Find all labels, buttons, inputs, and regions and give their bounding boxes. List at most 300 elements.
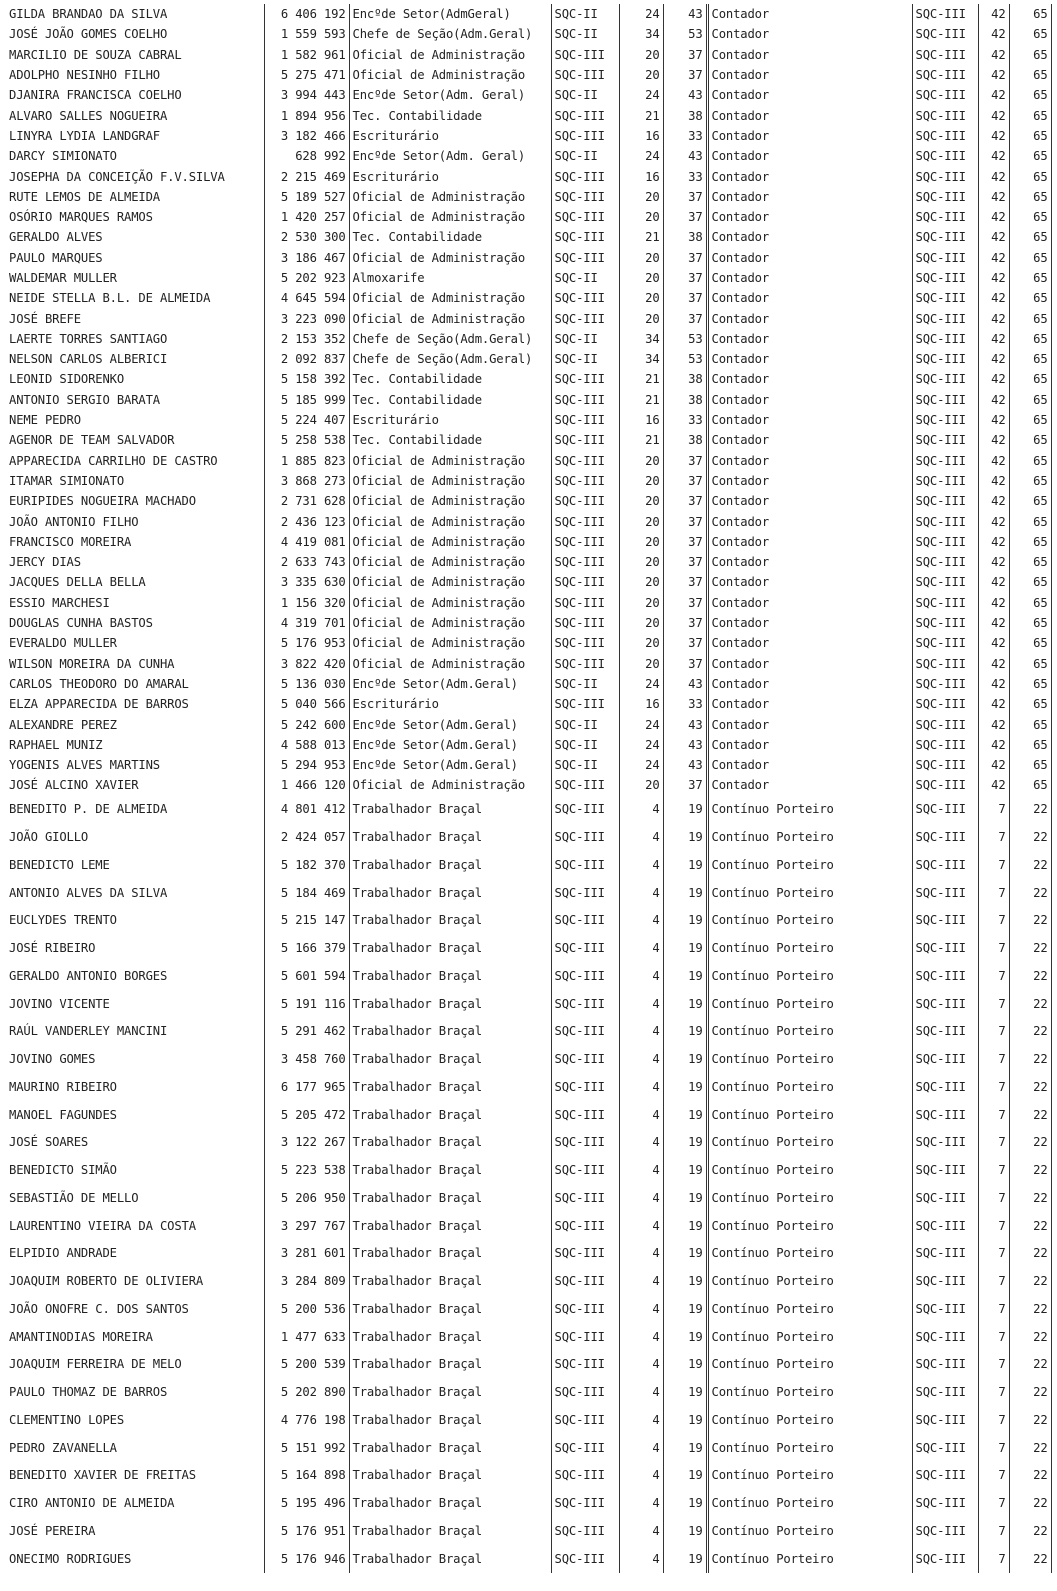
new-class: 42 (978, 471, 1009, 491)
registration-number: 6 177 965 (264, 1073, 349, 1101)
current-position: Trabalhador Braçal (349, 1517, 551, 1545)
new-position: Contínuo Porteiro (707, 1517, 912, 1545)
new-class: 42 (978, 552, 1009, 572)
new-position: Contador (707, 24, 912, 44)
registration-number: 5 258 538 (264, 430, 349, 450)
current-class: 16 (619, 410, 663, 430)
current-standard: 19 (663, 1406, 707, 1434)
current-position: Oficial de Administração (349, 654, 551, 674)
current-reference: SQC-III (551, 694, 619, 714)
current-class: 20 (619, 451, 663, 471)
employee-name: ESSIO MARCHESI (9, 595, 110, 610)
registration-number: 5 291 462 (264, 1018, 349, 1046)
new-reference: SQC-III (912, 288, 978, 308)
new-class: 42 (978, 105, 1009, 125)
new-standard: 65 (1009, 451, 1051, 471)
new-position: Contínuo Porteiro (707, 1434, 912, 1462)
new-standard: 22 (1009, 1073, 1051, 1101)
current-position: Oficial de Administração (349, 187, 551, 207)
current-reference: SQC-III (551, 1378, 619, 1406)
current-position: Trabalhador Braçal (349, 1156, 551, 1184)
current-standard: 19 (663, 1240, 707, 1268)
registration-number: 2 153 352 (264, 329, 349, 349)
new-standard: 65 (1009, 593, 1051, 613)
current-class: 20 (619, 187, 663, 207)
registration-number: 1 894 956 (264, 105, 349, 125)
employee-name: JOSÉ ALCINO XAVIER (9, 778, 139, 793)
new-reference: SQC-III (912, 851, 978, 879)
current-position: Trabalhador Braçal (349, 851, 551, 879)
current-reference: SQC-III (551, 187, 619, 207)
current-standard: 19 (663, 1323, 707, 1351)
table-row (6, 1018, 1051, 1046)
current-class: 20 (619, 775, 663, 795)
new-standard: 65 (1009, 735, 1051, 755)
new-reference: SQC-III (912, 823, 978, 851)
table-row (6, 694, 1051, 714)
current-reference: SQC-III (551, 1184, 619, 1212)
current-reference: SQC-III (551, 1045, 619, 1073)
table-row (6, 1545, 1051, 1573)
new-class: 7 (978, 823, 1009, 851)
registration-number: 2 424 057 (264, 823, 349, 851)
current-standard: 33 (663, 694, 707, 714)
current-standard: 19 (663, 1101, 707, 1129)
current-standard: 19 (663, 851, 707, 879)
current-reference: SQC-III (551, 552, 619, 572)
current-class: 24 (619, 674, 663, 694)
current-standard: 33 (663, 410, 707, 430)
current-position: Oficial de Administração (349, 613, 551, 633)
new-position: Contador (707, 166, 912, 186)
new-reference: SQC-III (912, 1240, 978, 1268)
current-standard: 43 (663, 735, 707, 755)
employee-name: JOSÉ BREFE (9, 311, 81, 326)
new-position: Contador (707, 4, 912, 24)
current-reference: SQC-III (551, 308, 619, 328)
table-row (6, 4, 1051, 24)
current-standard: 37 (663, 65, 707, 85)
registration-number: 3 281 601 (264, 1240, 349, 1268)
employee-name: ANTONIO ALVES DA SILVA (9, 885, 168, 900)
current-class: 4 (619, 1406, 663, 1434)
new-standard: 22 (1009, 1101, 1051, 1129)
current-standard: 37 (663, 451, 707, 471)
new-standard: 65 (1009, 248, 1051, 268)
new-position: Contador (707, 410, 912, 430)
current-position: Oficial de Administração (349, 451, 551, 471)
registration-number: 3 822 420 (264, 654, 349, 674)
new-reference: SQC-III (912, 714, 978, 734)
new-standard: 65 (1009, 4, 1051, 24)
new-position: Contínuo Porteiro (707, 823, 912, 851)
new-reference: SQC-III (912, 1545, 978, 1573)
new-position: Contínuo Porteiro (707, 934, 912, 962)
employee-name: RUTE LEMOS DE ALMEIDA (9, 189, 160, 204)
current-standard: 19 (663, 990, 707, 1018)
new-reference: SQC-III (912, 593, 978, 613)
current-position: Trabalhador Braçal (349, 1406, 551, 1434)
employee-name: JOSÉ PEREIRA (9, 1523, 96, 1538)
current-reference: SQC-III (551, 369, 619, 389)
new-position: Contínuo Porteiro (707, 1212, 912, 1240)
new-class: 7 (978, 1018, 1009, 1046)
current-position: Oficial de Administração (349, 511, 551, 531)
new-class: 42 (978, 390, 1009, 410)
new-position: Contínuo Porteiro (707, 1406, 912, 1434)
current-reference: SQC-III (551, 471, 619, 491)
new-class: 7 (978, 1323, 1009, 1351)
current-position: Trabalhador Braçal (349, 1267, 551, 1295)
current-reference: SQC-III (551, 511, 619, 531)
new-reference: SQC-III (912, 471, 978, 491)
table-row (6, 1517, 1051, 1545)
employee-name: JOSÉ JOÃO GOMES COELHO (9, 27, 168, 42)
new-position: Contador (707, 126, 912, 146)
current-class: 24 (619, 714, 663, 734)
new-reference: SQC-III (912, 451, 978, 471)
current-standard: 37 (663, 633, 707, 653)
registration-number: 5 601 594 (264, 962, 349, 990)
employee-name: JOSEPHA DA CONCEIÇÃO F.V.SILVA (9, 169, 225, 184)
new-class: 7 (978, 1378, 1009, 1406)
current-class: 4 (619, 1351, 663, 1379)
current-reference: SQC-III (551, 207, 619, 227)
new-position: Contínuo Porteiro (707, 1267, 912, 1295)
current-standard: 33 (663, 126, 707, 146)
current-reference: SQC-II (551, 329, 619, 349)
new-class: 7 (978, 1462, 1009, 1490)
registration-number: 1 466 120 (264, 775, 349, 795)
new-standard: 65 (1009, 207, 1051, 227)
employee-name: JACQUES DELLA BELLA (9, 575, 146, 590)
new-standard: 65 (1009, 288, 1051, 308)
new-reference: SQC-III (912, 1378, 978, 1406)
current-position: Almoxarife (349, 268, 551, 288)
registration-number: 5 223 538 (264, 1156, 349, 1184)
current-standard: 19 (663, 1351, 707, 1379)
new-standard: 22 (1009, 851, 1051, 879)
current-position: Tec. Contabilidade (349, 430, 551, 450)
new-standard: 65 (1009, 471, 1051, 491)
current-class: 4 (619, 1129, 663, 1157)
current-class: 21 (619, 390, 663, 410)
table-row (6, 1489, 1051, 1517)
current-position: Oficial de Administração (349, 593, 551, 613)
table-row (6, 851, 1051, 879)
new-position: Contador (707, 775, 912, 795)
new-standard: 65 (1009, 308, 1051, 328)
registration-number: 4 645 594 (264, 288, 349, 308)
current-reference: SQC-III (551, 775, 619, 795)
new-position: Contador (707, 511, 912, 531)
new-class: 42 (978, 633, 1009, 653)
new-class: 42 (978, 207, 1009, 227)
table-row (6, 227, 1051, 247)
current-reference: SQC-II (551, 714, 619, 734)
new-standard: 65 (1009, 430, 1051, 450)
new-reference: SQC-III (912, 755, 978, 775)
new-position: Contador (707, 65, 912, 85)
registration-number: 4 319 701 (264, 613, 349, 633)
current-reference: SQC-II (551, 4, 619, 24)
new-position: Contínuo Porteiro (707, 1156, 912, 1184)
current-class: 4 (619, 1545, 663, 1573)
new-position: Contador (707, 105, 912, 125)
current-position: Trabalhador Braçal (349, 1489, 551, 1517)
new-position: Contínuo Porteiro (707, 851, 912, 879)
current-standard: 19 (663, 823, 707, 851)
table-row (6, 1184, 1051, 1212)
current-standard: 19 (663, 1045, 707, 1073)
employee-name: ELPIDIO ANDRADE (9, 1246, 117, 1261)
current-position: Trabalhador Braçal (349, 1101, 551, 1129)
current-class: 20 (619, 491, 663, 511)
registration-number: 5 184 469 (264, 879, 349, 907)
current-reference: SQC-III (551, 823, 619, 851)
new-class: 42 (978, 674, 1009, 694)
current-standard: 33 (663, 166, 707, 186)
registration-number: 5 202 890 (264, 1378, 349, 1406)
new-class: 42 (978, 146, 1009, 166)
employee-name: JOSÉ RIBEIRO (9, 941, 96, 956)
registration-number: 1 477 633 (264, 1323, 349, 1351)
current-position: Encºde Setor(Adm.Geral) (349, 755, 551, 775)
current-reference: SQC-III (551, 451, 619, 471)
current-reference: SQC-III (551, 654, 619, 674)
registration-number: 5 195 496 (264, 1489, 349, 1517)
current-position: Oficial de Administração (349, 491, 551, 511)
current-standard: 19 (663, 1378, 707, 1406)
table-row (6, 1406, 1051, 1434)
new-class: 42 (978, 654, 1009, 674)
current-reference: SQC-III (551, 532, 619, 552)
new-standard: 22 (1009, 1129, 1051, 1157)
current-reference: SQC-III (551, 613, 619, 633)
new-standard: 22 (1009, 1184, 1051, 1212)
current-class: 4 (619, 1045, 663, 1073)
current-reference: SQC-III (551, 1323, 619, 1351)
registration-number: 5 215 147 (264, 907, 349, 935)
current-class: 4 (619, 990, 663, 1018)
employee-name: GILDA BRANDAO DA SILVA (9, 7, 168, 22)
new-position: Contador (707, 329, 912, 349)
table-row (6, 329, 1051, 349)
current-reference: SQC-III (551, 934, 619, 962)
new-position: Contador (707, 45, 912, 65)
new-standard: 22 (1009, 1323, 1051, 1351)
table-row (6, 451, 1051, 471)
new-class: 42 (978, 4, 1009, 24)
new-standard: 22 (1009, 1212, 1051, 1240)
employee-name: NEME PEDRO (9, 413, 81, 428)
new-standard: 65 (1009, 491, 1051, 511)
new-standard: 22 (1009, 907, 1051, 935)
new-standard: 22 (1009, 1517, 1051, 1545)
table-row (6, 907, 1051, 935)
current-reference: SQC-III (551, 491, 619, 511)
employee-name: ANTONIO SERGIO BARATA (9, 392, 160, 407)
table-row (6, 471, 1051, 491)
current-standard: 19 (663, 1489, 707, 1517)
current-position: Trabalhador Braçal (349, 962, 551, 990)
current-position: Encºde Setor(AdmGeral) (349, 4, 551, 24)
current-class: 4 (619, 1101, 663, 1129)
employee-name: JOÃO ANTONIO FILHO (9, 514, 139, 529)
current-class: 20 (619, 248, 663, 268)
current-standard: 37 (663, 593, 707, 613)
current-standard: 43 (663, 85, 707, 105)
table-row (6, 308, 1051, 328)
new-standard: 65 (1009, 532, 1051, 552)
table-row (6, 248, 1051, 268)
registration-number: 3 182 466 (264, 126, 349, 146)
new-reference: SQC-III (912, 1267, 978, 1295)
current-position: Oficial de Administração (349, 552, 551, 572)
table-row (6, 962, 1051, 990)
current-standard: 19 (663, 1129, 707, 1157)
table-row (6, 654, 1051, 674)
current-position: Oficial de Administração (349, 45, 551, 65)
registration-number: 1 559 593 (264, 24, 349, 44)
new-standard: 65 (1009, 390, 1051, 410)
new-reference: SQC-III (912, 735, 978, 755)
current-reference: SQC-III (551, 633, 619, 653)
employee-name: ELZA APPARECIDA DE BARROS (9, 697, 189, 712)
current-reference: SQC-III (551, 1101, 619, 1129)
new-position: Contínuo Porteiro (707, 962, 912, 990)
new-class: 42 (978, 613, 1009, 633)
table-row (6, 511, 1051, 531)
new-class: 42 (978, 735, 1009, 755)
new-class: 7 (978, 1212, 1009, 1240)
current-class: 4 (619, 823, 663, 851)
current-reference: SQC-III (551, 1129, 619, 1157)
current-class: 4 (619, 879, 663, 907)
registration-number: 5 166 379 (264, 934, 349, 962)
current-standard: 38 (663, 369, 707, 389)
employee-name: GERALDO ALVES (9, 230, 103, 245)
new-position: Contador (707, 451, 912, 471)
new-position: Contador (707, 532, 912, 552)
new-reference: SQC-III (912, 1351, 978, 1379)
new-position: Contínuo Porteiro (707, 1545, 912, 1573)
new-position: Contador (707, 654, 912, 674)
current-reference: SQC-III (551, 65, 619, 85)
table-row (6, 85, 1051, 105)
new-standard: 22 (1009, 934, 1051, 962)
new-position: Contador (707, 390, 912, 410)
new-standard: 22 (1009, 1351, 1051, 1379)
employee-name: JOAQUIM FERREIRA DE MELO (9, 1357, 182, 1372)
current-position: Escriturário (349, 694, 551, 714)
current-standard: 38 (663, 390, 707, 410)
employee-name: EUCLYDES TRENTO (9, 913, 117, 928)
new-standard: 65 (1009, 755, 1051, 775)
current-class: 16 (619, 166, 663, 186)
current-class: 4 (619, 1267, 663, 1295)
personnel-table (6, 4, 1052, 1573)
employee-name: EVERALDO MULLER (9, 636, 117, 651)
current-class: 20 (619, 593, 663, 613)
new-standard: 22 (1009, 1267, 1051, 1295)
current-position: Tec. Contabilidade (349, 105, 551, 125)
new-class: 7 (978, 1517, 1009, 1545)
table-row (6, 1156, 1051, 1184)
new-reference: SQC-III (912, 146, 978, 166)
current-standard: 19 (663, 1462, 707, 1490)
registration-number: 5 294 953 (264, 755, 349, 775)
new-position: Contador (707, 227, 912, 247)
current-reference: SQC-III (551, 879, 619, 907)
current-class: 21 (619, 105, 663, 125)
employee-name: RAPHAEL MUNIZ (9, 737, 103, 752)
current-standard: 19 (663, 1545, 707, 1573)
new-reference: SQC-III (912, 1323, 978, 1351)
table-row (6, 1434, 1051, 1462)
current-reference: SQC-III (551, 851, 619, 879)
current-position: Trabalhador Braçal (349, 823, 551, 851)
table-row (6, 823, 1051, 851)
new-standard: 65 (1009, 45, 1051, 65)
current-standard: 37 (663, 288, 707, 308)
registration-number: 5 136 030 (264, 674, 349, 694)
new-class: 42 (978, 714, 1009, 734)
new-class: 7 (978, 851, 1009, 879)
new-reference: SQC-III (912, 85, 978, 105)
new-class: 7 (978, 796, 1009, 824)
current-reference: SQC-III (551, 227, 619, 247)
new-class: 7 (978, 1101, 1009, 1129)
new-reference: SQC-III (912, 552, 978, 572)
table-row (6, 775, 1051, 795)
current-position: Trabalhador Braçal (349, 990, 551, 1018)
current-class: 24 (619, 735, 663, 755)
new-reference: SQC-III (912, 775, 978, 795)
new-class: 42 (978, 755, 1009, 775)
ledger-page (6, 4, 1051, 1573)
current-standard: 53 (663, 24, 707, 44)
new-standard: 65 (1009, 24, 1051, 44)
registration-number: 3 335 630 (264, 572, 349, 592)
current-standard: 37 (663, 532, 707, 552)
current-standard: 37 (663, 268, 707, 288)
employee-name: PEDRO ZAVANELLA (9, 1440, 117, 1455)
current-class: 20 (619, 613, 663, 633)
new-standard: 65 (1009, 654, 1051, 674)
registration-number: 2 092 837 (264, 349, 349, 369)
new-reference: SQC-III (912, 1295, 978, 1323)
new-position: Contínuo Porteiro (707, 796, 912, 824)
employee-name: NEIDE STELLA B.L. DE ALMEIDA (9, 291, 211, 306)
new-standard: 65 (1009, 552, 1051, 572)
registration-number: 5 200 536 (264, 1295, 349, 1323)
current-standard: 19 (663, 1018, 707, 1046)
current-class: 20 (619, 471, 663, 491)
current-reference: SQC-III (551, 1545, 619, 1573)
registration-number: 5 202 923 (264, 268, 349, 288)
current-class: 4 (619, 1073, 663, 1101)
new-class: 42 (978, 329, 1009, 349)
current-position: Tec. Contabilidade (349, 390, 551, 410)
current-position: Escriturário (349, 126, 551, 146)
employee-name: AMANTINODIAS MOREIRA (9, 1329, 153, 1344)
current-reference: SQC-III (551, 248, 619, 268)
employee-name: DOUGLAS CUNHA BASTOS (9, 616, 153, 631)
new-class: 7 (978, 1545, 1009, 1573)
new-class: 42 (978, 24, 1009, 44)
current-standard: 37 (663, 511, 707, 531)
